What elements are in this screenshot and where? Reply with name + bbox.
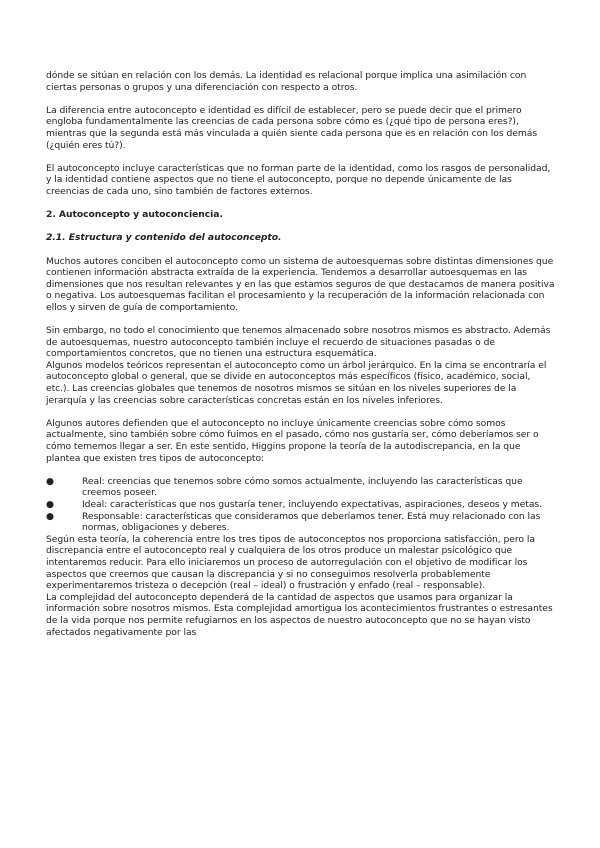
document-page [46, 70, 556, 638]
includes-paragraph: El autoconcepto incluye características que no forman parte de la identidad, como los rasgos de personalidad, y la identidad contiene aspectos que no tiene el autoconcepto, porque no depende únicamente de las creencias de cada uno, sino también de factores externos. [46, 162, 551, 197]
bullet-text-ideal: Ideal: características que nos gustaría tener, incluyendo expectativas, aspiraciones, deseos y metas. [82, 498, 543, 510]
coherence-paragraph: Según esta teoría, la coherencia entre los tres tipos de autoconceptos nos proporciona satisfacción, pero la discrepancia entre el autoconcepto real y cualquiera de los otros produce un malestar psicológico que intentaremos reducir. Para ello iniciaremos un proceso de autorregulación con el objetivo de modificar los aspectos que creemos que causan la discrepancia y si no conseguimos resolverla probablemente experimentaremos tristeza o decepción (real – ideal) o frustración y enfado (real – responsable). [46, 533, 535, 592]
difference-paragraph: La diferencia entre autoconcepto e identidad es difícil de establecer, pero se puede decir que el primero engloba fundamentalmente las creencias de cada persona sobre cómo es (¿qué tipo de persona eres?), mientras que la segunda está más vinculada a quién siente cada persona que es en relación con los demás (¿quién eres tú?). [46, 104, 538, 151]
bullet-icon: ● [46, 498, 54, 510]
authors-paragraph: Muchos autores conciben el autoconcepto como un sistema de autoesquemas sobre distintas dimensiones que contienen información abstracta extraída de la experiencia. Tendemos a desarrollar autoesquemas en las dimensiones que nos resultan relevantes y en las que estamos seguros de que destacamos de manera positiva o negativa. Los autoesquemas facilitan el procesamiento y la recuperación de la información relacionada con ellos y sirven de guía de comportamiento. [46, 255, 555, 313]
knowledge-paragraph: Sin embargo, no todo el conocimiento que tenemos almacenado sobre nosotros mismos es abstracto. Además de autoesquemas, nuestro autoconcepto también incluye el recuerdo de situaciones pasadas o de comportamientos concretos, que no tienen una estructura esquemática. [46, 325, 551, 360]
complexity-paragraph: La complejidad del autoconcepto dependerá de la cantidad de aspectos que usamos para organizar la información sobre nosotros mismos. Esta complejidad amortigua los acontecimientos frustrantes o estresantes de la vida porque nos permite refugiarnos en los aspectos de nuestro autoconcepto que no se hayan visto afectados negativamente por las [46, 591, 553, 638]
subsection-heading: 2.1. Estructura y contenido del autoconcepto. [46, 232, 282, 244]
bullet-icon: ● [46, 510, 54, 522]
section-heading: 2. Autoconcepto y autoconciencia. [46, 209, 223, 221]
list-item [46, 476, 556, 499]
list-item [46, 511, 556, 534]
bullet-icon: ● [46, 475, 54, 487]
intro-paragraph: dónde se sitúan en relación con los demás. La identidad es relacional porque implica una asimilación con ciertas personas o grupos y una diferenciación con respecto a otros. [46, 70, 527, 93]
bullet-text-responsable: Responsable: características que consideramos que deberíamos tener. Está muy relacionado con las normas, obligaciones y deberes. [82, 510, 541, 534]
higgins-paragraph: Algunos autores defienden que el autoconcepto no incluye únicamente creencias sobre cómo somos actualmente, sino también sobre cómo fuimos en el pasado, cómo nos gustaría ser, cómo deberíamos ser o cómo tememos llegar a ser. En este sentido, Higgins propone la teoría de la autodiscrepancia, en la que plantea que existen tres tipos de autoconcepto: [46, 417, 539, 464]
list-item [46, 499, 556, 511]
models-paragraph: Algunos modelos teóricos representan el autoconcepto como un árbol jerárquico. En la cima se encontraría el autoconcepto global o general, que se divide en autoconceptos más específicos (físico, académico, social, etc.). Las creencias globales que tenemos de nosotros mismos se sitúan en los niveles superiores de la jerarquía y las creencias sobre características concretas están en los niveles inferiores. [46, 359, 547, 406]
bullet-text-real: Real: creencias que tenemos sobre cómo somos actualmente, incluyendo las características que creemos poseer. [82, 475, 523, 499]
